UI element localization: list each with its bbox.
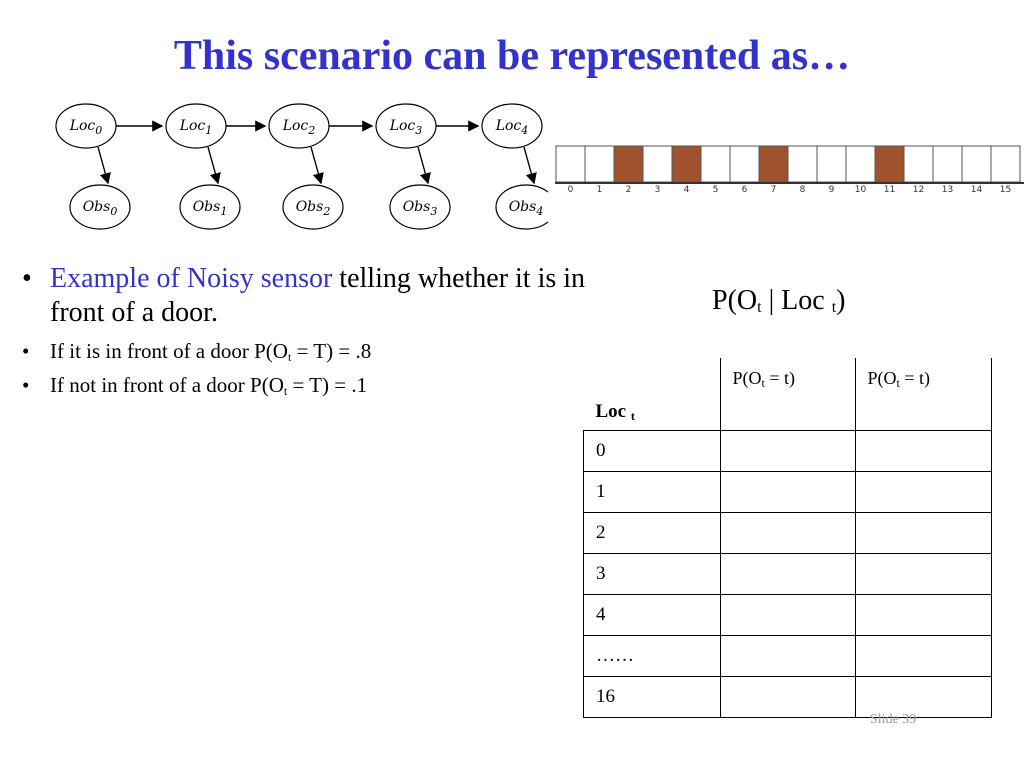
strip-cell-3	[643, 146, 672, 182]
edge-loc-obs	[418, 147, 428, 183]
bullet-dot: •	[22, 339, 30, 363]
prob-cell	[720, 512, 855, 553]
loc-node-2	[269, 104, 329, 148]
loc-value-cell: 1	[584, 471, 721, 512]
bullet-main-text: telling whether it is in front of a door.	[50, 263, 586, 328]
svg-text:Obs0: Obs$_0$	[82, 199, 118, 218]
formula-part: | Loc	[761, 285, 832, 316]
bullet-dot: •	[22, 373, 30, 397]
subscript: t	[283, 384, 288, 398]
door-location-strip	[555, 145, 1024, 197]
strip-cell-label: 2	[625, 185, 632, 195]
obs-node-1	[180, 185, 240, 229]
strip-cell-label: 10	[854, 185, 867, 195]
prob-cell	[855, 635, 991, 676]
slide-title: This scenario can be represented as…	[173, 33, 851, 79]
obs-node-4	[496, 185, 548, 229]
prob-cell	[720, 430, 855, 471]
bullet-sub-text: If it is in front of a door P(O	[50, 339, 288, 363]
table-row	[584, 471, 992, 512]
bullet-list	[22, 262, 642, 404]
loc-value-cell: 16	[584, 676, 721, 717]
loc-node-1	[166, 104, 226, 148]
svg-text:Obs2: Obs$_2$	[295, 199, 331, 218]
door-cell-2	[614, 146, 643, 182]
obs-node-0	[70, 185, 130, 229]
door-cell-11	[875, 146, 904, 182]
strip-cell-14	[962, 146, 991, 182]
bayes-network-diagram	[28, 100, 548, 240]
strip-cell-label: 14	[970, 185, 983, 195]
door-cell-7	[759, 146, 788, 182]
prob-cell	[855, 471, 991, 512]
obs-node-3	[390, 185, 450, 229]
bullet-main	[22, 262, 642, 330]
edge-loc-obs	[524, 147, 534, 183]
strip-cell-0	[556, 146, 585, 182]
table-row	[584, 594, 992, 635]
svg-text:Loc4: Loc$_4$	[495, 118, 529, 137]
strip-cell-10	[846, 146, 875, 182]
strip-cell-label: 6	[741, 185, 748, 195]
slide-number: Slide 39	[870, 712, 917, 727]
strip-cell-12	[904, 146, 933, 182]
door-cell-4	[672, 146, 701, 182]
loc-value-cell: 4	[584, 594, 721, 635]
prob-cell	[720, 553, 855, 594]
svg-text:Loc2: Loc$_2$	[282, 118, 316, 137]
strip-cell-label: 4	[683, 185, 690, 195]
prob-cell	[855, 594, 991, 635]
strip-cell-label: 15	[999, 185, 1012, 195]
table-row	[584, 512, 992, 553]
prob-cell	[855, 676, 991, 717]
strip-cell-6	[730, 146, 759, 182]
bullet-sub-door	[22, 338, 642, 370]
bullet-sub-text: = T) = .1	[287, 373, 368, 397]
strip-cell-label: 1	[596, 185, 603, 195]
svg-text:Obs3: Obs$_3$	[402, 199, 438, 218]
bullet-sub-text: = T) = .8	[291, 339, 372, 363]
table-row	[584, 553, 992, 594]
strip-cell-label: 12	[912, 185, 925, 195]
header-p-true: $P(O_t = t)$	[720, 358, 855, 430]
cpt-formula	[712, 285, 846, 317]
prob-cell	[720, 471, 855, 512]
bullet-dot: •	[22, 263, 32, 294]
strip-cell-label: 0	[567, 185, 574, 195]
strip-cell-9	[817, 146, 846, 182]
loc-node-3	[376, 104, 436, 148]
prob-cell	[855, 430, 991, 471]
edge-loc-obs	[311, 147, 321, 183]
loc-value-cell: 2	[584, 512, 721, 553]
table-row	[584, 430, 992, 471]
prob-cell	[720, 594, 855, 635]
svg-text:Obs1: Obs$_1$	[192, 199, 228, 218]
subscript: t	[757, 299, 762, 316]
subscript: t	[287, 350, 292, 364]
svg-text:Loc3: Loc$_3$	[389, 118, 423, 137]
strip-cell-15	[991, 146, 1020, 182]
svg-text:Loc1: Loc$_1$	[179, 118, 213, 137]
header-loc: Loc $_t$	[584, 358, 721, 430]
table-row	[584, 635, 992, 676]
strip-cell-1	[585, 146, 614, 182]
prob-cell	[855, 553, 991, 594]
loc-node-0	[56, 104, 116, 148]
prob-cell	[855, 512, 991, 553]
table-row	[584, 676, 992, 717]
strip-cell-5	[701, 146, 730, 182]
strip-cell-label: 3	[654, 185, 661, 195]
prob-cell	[720, 676, 855, 717]
formula-part: )	[836, 285, 846, 316]
bullet-sub-nodoor	[22, 372, 642, 404]
edge-loc-obs	[98, 147, 108, 183]
strip-cell-13	[933, 146, 962, 182]
loc-value-cell: 0	[584, 430, 721, 471]
strip-cell-label: 9	[828, 185, 835, 195]
subscript: t	[831, 299, 837, 316]
edge-loc-obs	[208, 147, 218, 183]
table-header-row	[584, 358, 992, 430]
svg-text:Obs4: Obs$_4$	[508, 199, 544, 218]
obs-node-2	[283, 185, 343, 229]
loc-value-cell: 3	[584, 553, 721, 594]
noisy-sensor-link-text: Example of Noisy sensor	[50, 263, 333, 294]
strip-cell-label: 5	[712, 185, 719, 195]
strip-cell-label: 13	[941, 185, 954, 195]
strip-cell-8	[788, 146, 817, 182]
strip-cell-label: 8	[799, 185, 806, 195]
loc-value-cell: ……	[584, 635, 721, 676]
loc-node-4	[482, 104, 542, 148]
strip-cell-label: 11	[883, 185, 896, 195]
formula-part: P(O	[712, 285, 758, 316]
cpt-table	[583, 358, 992, 718]
bullet-sub-text: If not in front of a door P(O	[50, 373, 284, 397]
prob-cell	[720, 635, 855, 676]
strip-cell-label: 7	[770, 185, 777, 195]
header-p-false: $P(O_t = t)$	[855, 358, 991, 430]
svg-text:Loc0: Loc$_0$	[69, 118, 103, 137]
